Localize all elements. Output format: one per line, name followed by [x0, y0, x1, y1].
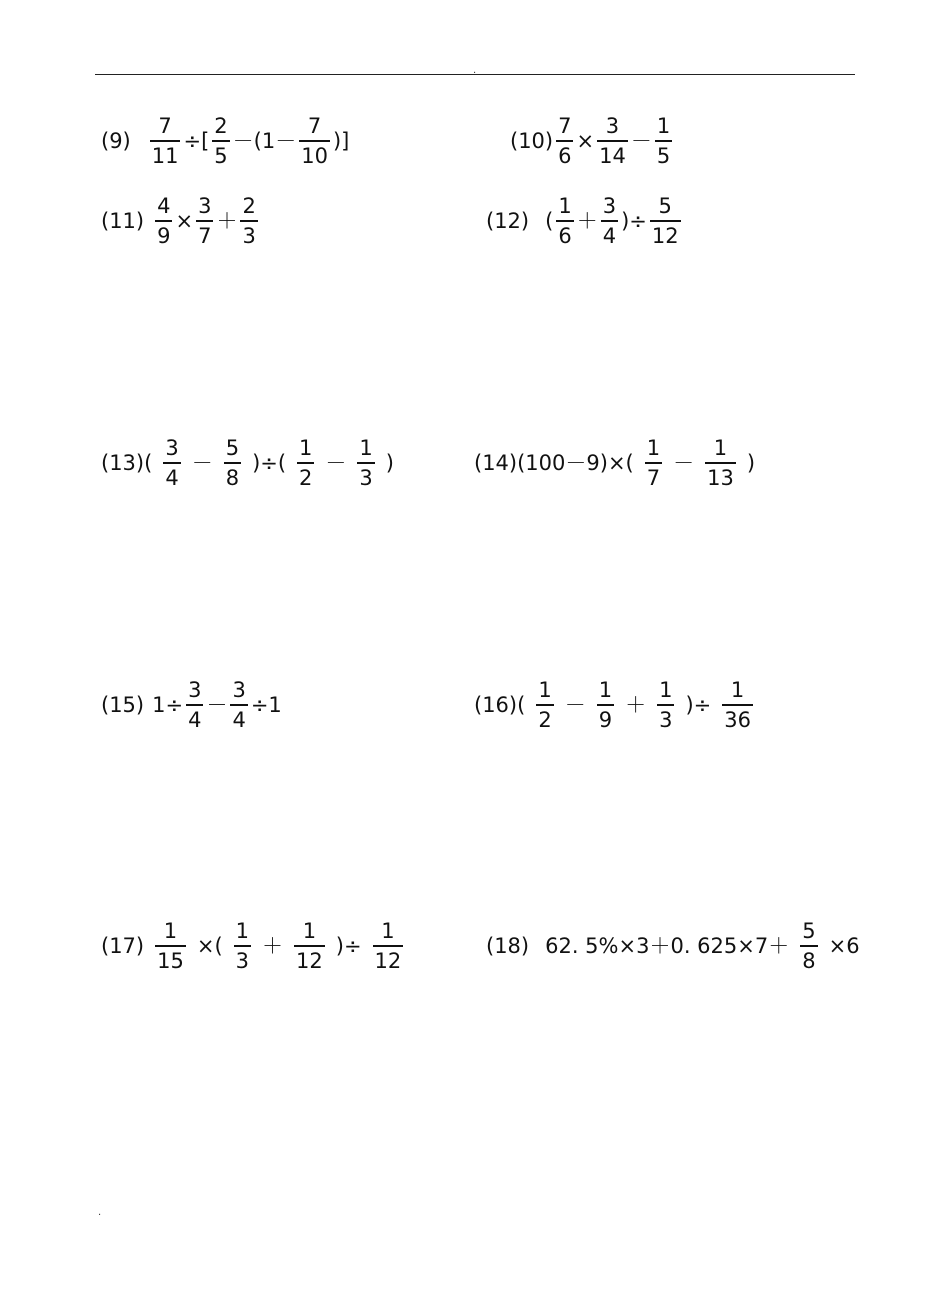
problem-11 — [101, 196, 261, 247]
operator: ＋ — [576, 209, 598, 233]
problem-label: (14) — [474, 451, 518, 475]
problem-label: (18) — [486, 934, 530, 958]
footer-mark: . — [98, 1207, 102, 1218]
operator: )] — [332, 129, 350, 153]
fraction: $\frac{3}{4}$ — [165, 436, 179, 490]
operator: － — [673, 451, 695, 475]
problem-label: (9) — [101, 129, 131, 153]
problem-14 — [474, 438, 755, 489]
fraction: $\frac{2}{3}$ — [242, 194, 256, 248]
operator: － — [191, 451, 213, 475]
operator: － — [564, 693, 586, 717]
operator: ＋ — [216, 209, 238, 233]
fraction: $\frac{2}{5}$ — [214, 114, 228, 168]
fraction: $\frac{1}{12}$ — [374, 919, 402, 973]
fraction: $\frac{7}{10}$ — [301, 114, 328, 168]
fraction: $\frac{7}{11}$ — [151, 114, 179, 168]
expression-text: 1÷ — [152, 693, 184, 717]
fraction: $\frac{1}{2}$ — [299, 436, 313, 490]
fraction: $\frac{1}{6}$ — [558, 194, 572, 248]
operator: × — [576, 129, 595, 153]
fraction: $\frac{5}{8}$ — [802, 919, 816, 973]
problem-12 — [486, 196, 684, 247]
operator: ÷1 — [250, 693, 282, 717]
operator: )÷ — [621, 209, 647, 233]
problem-17 — [101, 921, 406, 972]
fraction: $\frac{1}{3}$ — [235, 919, 250, 973]
fraction: $\frac{1}{15}$ — [157, 919, 184, 973]
operator: － — [630, 129, 652, 153]
fraction: $\frac{5}{12}$ — [651, 194, 679, 248]
fraction: $\frac{3}{4}$ — [188, 678, 202, 732]
operator: ) — [385, 451, 394, 475]
operator: ( — [144, 451, 153, 475]
problem-16 — [474, 680, 756, 731]
operator: )÷( — [252, 451, 287, 475]
fraction: $\frac{3}{7}$ — [198, 194, 212, 248]
operator: ×( — [196, 934, 223, 958]
problem-label: (11) — [101, 209, 145, 233]
problem-label: (12) — [486, 209, 530, 233]
operator: ) — [746, 451, 756, 475]
operator: ÷[ — [183, 129, 210, 153]
problem-18 — [486, 921, 860, 972]
fraction: $\frac{3}{4}$ — [602, 194, 617, 248]
fraction: $\frac{1}{13}$ — [707, 436, 734, 490]
fraction: $\frac{1}{7}$ — [646, 436, 661, 490]
problem-15 — [101, 680, 282, 731]
fraction: $\frac{1}{5}$ — [656, 114, 671, 168]
header-mark: . — [473, 65, 477, 76]
operator: × — [175, 209, 194, 233]
operator: ＋ — [625, 693, 647, 717]
problem-9 — [101, 116, 349, 167]
fraction: $\frac{7}{6}$ — [558, 114, 572, 168]
operator: ×6 — [828, 934, 860, 958]
expression-text: 62. 5%×3＋0. 625×7＋ — [545, 934, 790, 958]
operator: ＋ — [262, 934, 284, 958]
operator: － — [206, 693, 228, 717]
fraction: $\frac{4}{9}$ — [157, 194, 171, 248]
fraction: $\frac{1}{3}$ — [359, 436, 373, 490]
operator: ( — [517, 693, 526, 717]
fraction: $\frac{3}{4}$ — [232, 678, 246, 732]
operator: － — [325, 451, 347, 475]
problem-10 — [510, 116, 675, 167]
problem-label: (10) — [510, 129, 554, 153]
problem-13 — [101, 438, 394, 489]
operator: ( — [545, 209, 554, 233]
problem-label: (13) — [101, 451, 145, 475]
problem-label: (16) — [474, 693, 518, 717]
expression-text: (100－9)×( — [517, 451, 634, 475]
fraction: $\frac{1}{9}$ — [598, 678, 613, 732]
operator: )÷ — [335, 934, 362, 958]
fraction: $\frac{5}{8}$ — [225, 436, 240, 490]
operator: －(1－ — [232, 129, 297, 153]
problem-label: (17) — [101, 934, 145, 958]
operator: )÷ — [685, 693, 712, 717]
fraction: $\frac{1}{2}$ — [538, 678, 552, 732]
fraction: $\frac{1}{36}$ — [724, 678, 751, 732]
problem-label: (15) — [101, 693, 145, 717]
fraction: $\frac{3}{14}$ — [599, 114, 626, 168]
fraction: $\frac{1}{12}$ — [296, 919, 323, 973]
fraction: $\frac{1}{3}$ — [659, 678, 673, 732]
